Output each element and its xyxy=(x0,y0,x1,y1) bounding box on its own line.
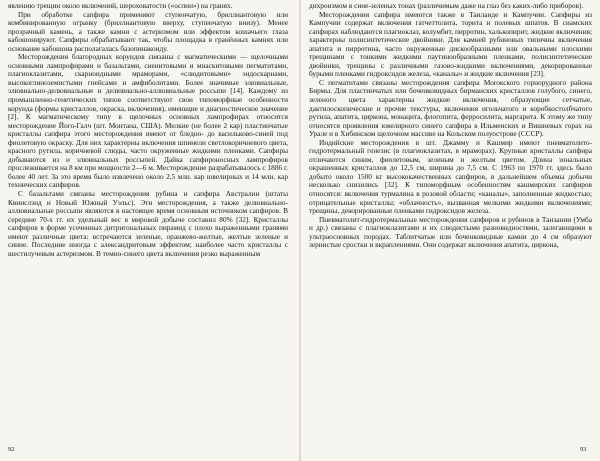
paragraph: дихроизмом в сине-зеленых тонах (различимым даже на глаз без каких-либо приборов). xyxy=(309,2,584,10)
book-gutter xyxy=(299,0,301,461)
left-page xyxy=(8,2,288,446)
page-number-right: 93 xyxy=(580,446,587,453)
paragraph: С пегматитами связаны месторождения сапфира Моrокского горнорудного района Бирмы. Для пластинчатых или боченковидных бирманских кристаллов голубого, синего, зеленого цвета характерны жидкие включения, образующие сетчатые, дактилоскопические и прочие текстуры, включения игольчатого и коробкостолбчатого рутила, апатита, циркона, монацита, флогопита, ферросилита, маргарита. К этому же типу относятся проявления ювелирного синего сапфира в Ильменских и Вишневых горах на Урале и в Хибинском щелочном массиве на Кольском полуострове (СССР). xyxy=(309,77,592,139)
paragraph: При обработке сапфира применяют ступенчатую, бриллиантовую или комбинированную огранку (бриллиантовую вверху, ступенчатую внизу). Менее прозрачный камень, а также камни с астеризмом или эффектом кошачьего глаза кабошонируют. Сапфиры обрабатывают так, чтобы площадка в гранённых камнях или основание кабошона располагалась базопинакоиду. xyxy=(8,9,288,53)
right-page xyxy=(309,2,592,446)
paragraph: Месторождения сапфира имеются также в Таиланде и Кампучии. Сапфиры из Кампучии содержат включения гатчеттолита, торита и полевых шпатов. В сиамских сапфирах наблюдаются плагиоклаз, колумбит, пирротин, халькопирит, жидкие включения; характерны полисинтетические двойники. Для камней рубиновых типичны включения апатита и пирротина, часто окруженные дискообразными или овальными плоскими трещинами с тонкими жидкими паутинообразными пленками, полисинтетические двойники, трещины с различными газово-жидкими включениями, декорированные бурыми пленками гидроксидов железа, «каналы» и жидкие включения [23]. xyxy=(309,9,592,79)
paragraph: Пневматолит-гидротермальные месторождения сапфиров и рубинов в Танзании (Умба и др.) связаны с плагиоклазитами и их слюдистыми разновидностями, залегающими в ультраосновных породах. Таблитчатые или боченковидные камни до 4 см образуют зернистые сростки и вкраплениями. Они содержат включения апатита, циркона, xyxy=(309,214,592,250)
paragraph: явлению трещин около включений, шероховатости («оспин») на гранях. xyxy=(8,2,233,10)
page-number-left: 92 xyxy=(8,446,15,453)
paragraph: Месторождения благородных корундов связаны с магматическими — щелочными основными лампрофирами и базальтами, сиенитовыми и миаскитовыми пегматитами, плагиоклазитами, скарноидными мраморами, «слюдитовыми» эндоскарнами, высокоглиноземистыми гнейсами и амфиболитами. Более значимые элювиальные, элювиально-делювиальные и делювиально-аллювиальные россыпи [14]. Каждому из промышленно-генетических типов соответствуют свои типоморфные особенности корунда (формы кристаллов, окраска, включения), имеющие и диагностическое значение [2]. К магматическому типу в щелочных основных лампрофирах относится месторождение Його-Галч (шт. Монтана, США). Мелкие (не более 2 кар) пластинчатые кристаллы сапфира этого месторождения имеют от бледно- до васильково-синей под фиолетовую окраску. Для них характерны включения шпинели светлокоричневого цвета, красного рутила, коричневой слюды, часто окруженные жидкими пленками. Сапфиры добываются из и элювиальных россыпей. Дайка сапфироносных лампрофиров прослеживается на 8 км при мощности 2—6 м. Месторождение разрабатывалось с 1886 г. более 40 лет. За это время было извлечено около 2,5 млн. кар ювелирных и 14 млн. кар технических сапфиров. xyxy=(8,52,288,190)
paragraph: С базальтами связаны месторождения рубина и сапфира Австралии (штаты Квинслэнд и Новый Южный Уэльс). Эти месторождения, а также делювиально-аллювиальные россыпи являются в настоящее время основным источником сапфиров. В середине 70-х гг. их удельный вес в мировой добыче составил 80% [32]. Кристаллы сапфиров в форме усеченных дитригональных пирамид с плохо выраженными гранями имеют различные цвета: встречаются зеленые, оранжево-желтые, желтые зеленые и синие. Последние иногда с александритовым эффектом; наиболее часто кристаллы с шестилучевым астеризмом. В темно-синего цвета включения резко выраженным xyxy=(8,189,288,258)
paragraph: Индийские месторождения в шт. Джамму и Кашмир имеют пневматолито-гидротермальный генезис (в плагиоклазитах, в мраморах). Крупные кристаллы сапфира отличаются синим, фиолетовым, зеленым и желтым цветом. Длина зональных окрашенных кристаллов до 12,5 см, ширина до 7,5 см. С 1963 по 1970 гг. здесь было добыто около 1500 кг высококачественных сапфиров, в дальнейшем объемы добычи несколько снизились [32]. К типоморфным особенностям кашмирских сапфиров относятся: включения турмалина в розовой области; «каналы», заполненные жидкостью; отрицательные кристаллы; «облачность», вызванная мелкими жидкими включениями; трещины, декорированные пленками гидроксидов железа. xyxy=(309,137,592,216)
